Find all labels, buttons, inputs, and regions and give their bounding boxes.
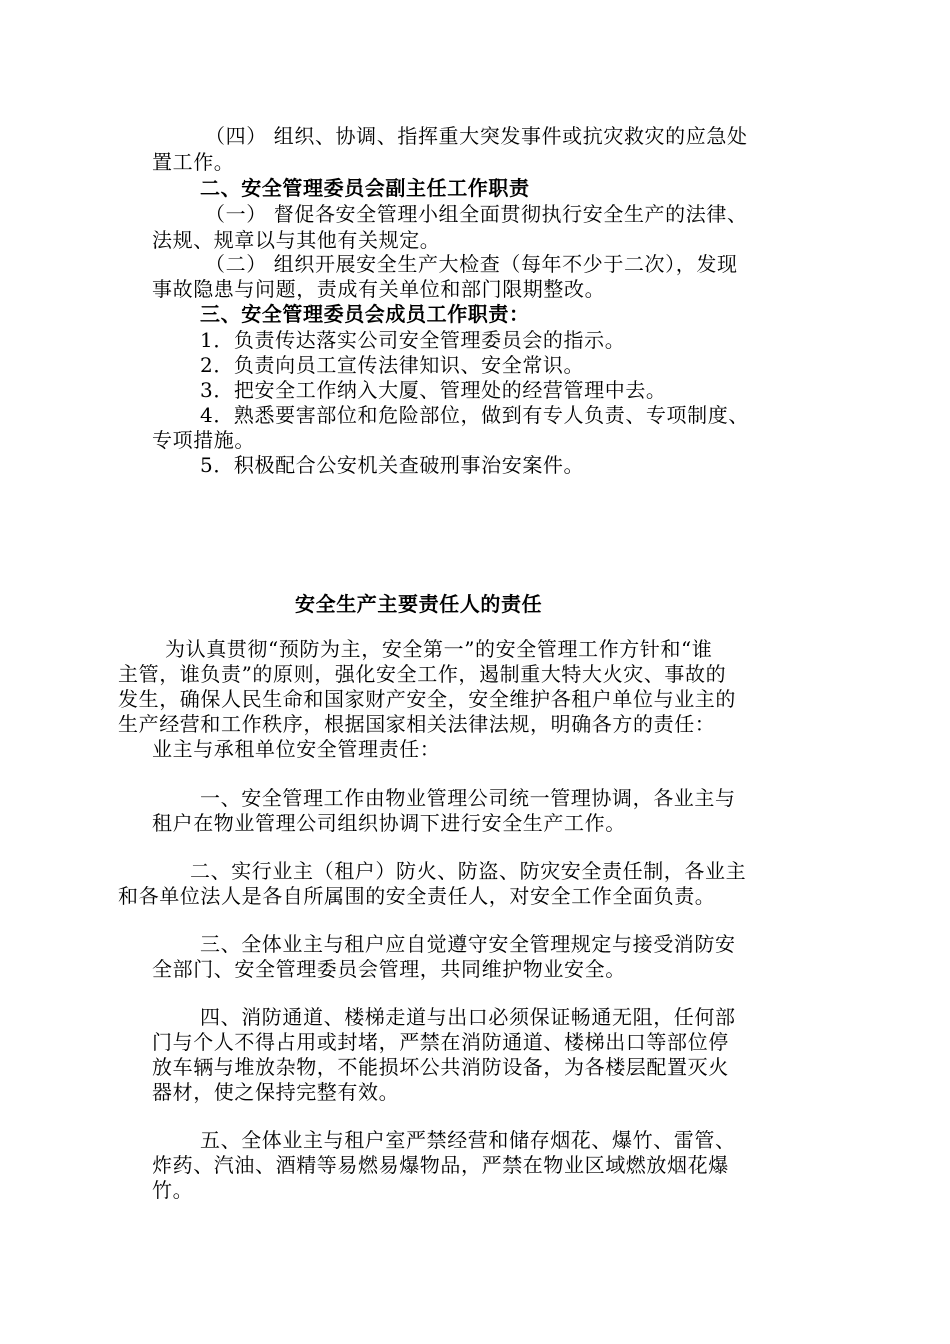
text-line: 为认真贯彻“预防为主，安全第一”的安全管理工作方针和“谁: [165, 637, 713, 661]
text-line: 发生，确保人民生命和国家财产安全，安全维护各租户单位与业主的: [118, 687, 736, 711]
text-line: （二） 组织开展安全生产大检查（每年不少于二次），发现: [205, 252, 738, 276]
text-line: 炸药、汽油、酒精等易燃易爆物品，严禁在物业区域燃放烟花爆: [152, 1153, 729, 1177]
text-line: （一） 督促各安全管理小组全面贯彻执行安全生产的法律、: [205, 202, 748, 226]
list-item: 3．把安全工作纳入大厦、管理处的经营管理中去。: [200, 378, 667, 402]
text-line: 业主与承租单位安全管理责任：: [152, 737, 441, 761]
list-item: 2．负责向员工宣传法律知识、安全常识。: [200, 353, 585, 377]
text-line: 全部门、安全管理委员会管理，共同维护物业安全。: [152, 957, 626, 981]
text-line: 生产经营和工作秩序，根据国家相关法律法规，明确各方的责任：: [118, 712, 716, 736]
text-line: （四） 组织、协调、指挥重大突发事件或抗灾救灾的应急处: [205, 124, 748, 148]
text-line: 三、全体业主与租户应自觉遵守安全管理规定与接受消防安: [200, 932, 736, 956]
list-item: 4．熟悉要害部位和危险部位，做到有专人负责、专项制度、: [200, 403, 749, 427]
page-title: 安全生产主要责任人的责任: [295, 592, 543, 616]
list-item-continued: 专项措施。: [152, 428, 255, 452]
text-line: 二、实行业主（租户）防火、防盗、防灾安全责任制，各业主: [190, 859, 747, 883]
text-line: 一、安全管理工作由物业管理公司统一管理协调，各业主与: [200, 786, 736, 810]
text-line: 器材，使之保持完整有效。: [152, 1080, 400, 1104]
text-line: 法规、规章以与其他有关规定。: [152, 228, 441, 252]
text-line: 租户在物业管理公司组织协调下进行安全生产工作。: [152, 811, 626, 835]
text-line: 四、消防通道、楼梯走道与出口必须保证畅通无阻，任何部: [200, 1005, 736, 1029]
section-heading: 二、安全管理委员会副主任工作职责: [200, 176, 530, 200]
list-item: 5．积极配合公安机关查破刑事治安案件。: [200, 453, 585, 477]
text-line: 放车辆与堆放杂物，不能损坏公共消防设备，为各楼层配置灭火: [152, 1055, 729, 1079]
text-line: 和各单位法人是各自所属围的安全责任人，对安全工作全面负责。: [118, 884, 716, 908]
text-line: 事故隐患与问题，责成有关单位和部门限期整改。: [152, 277, 606, 301]
text-line: 置工作。: [152, 150, 235, 174]
text-line: 竹。: [152, 1178, 194, 1202]
text-line: 门与个人不得占用或封堵，严禁在消防通道、楼梯出口等部位停: [152, 1030, 729, 1054]
list-item: 1．负责传达落实公司安全管理委员会的指示。: [200, 328, 626, 352]
section-heading: 三、安全管理委员会成员工作职责：: [200, 302, 530, 326]
text-line: 主管，谁负责”的原则，强化安全工作，遏制重大特大火灾、事故的: [118, 662, 727, 686]
text-line: 五、全体业主与租户室严禁经营和储存烟花、爆竹、雷管、: [200, 1128, 736, 1152]
